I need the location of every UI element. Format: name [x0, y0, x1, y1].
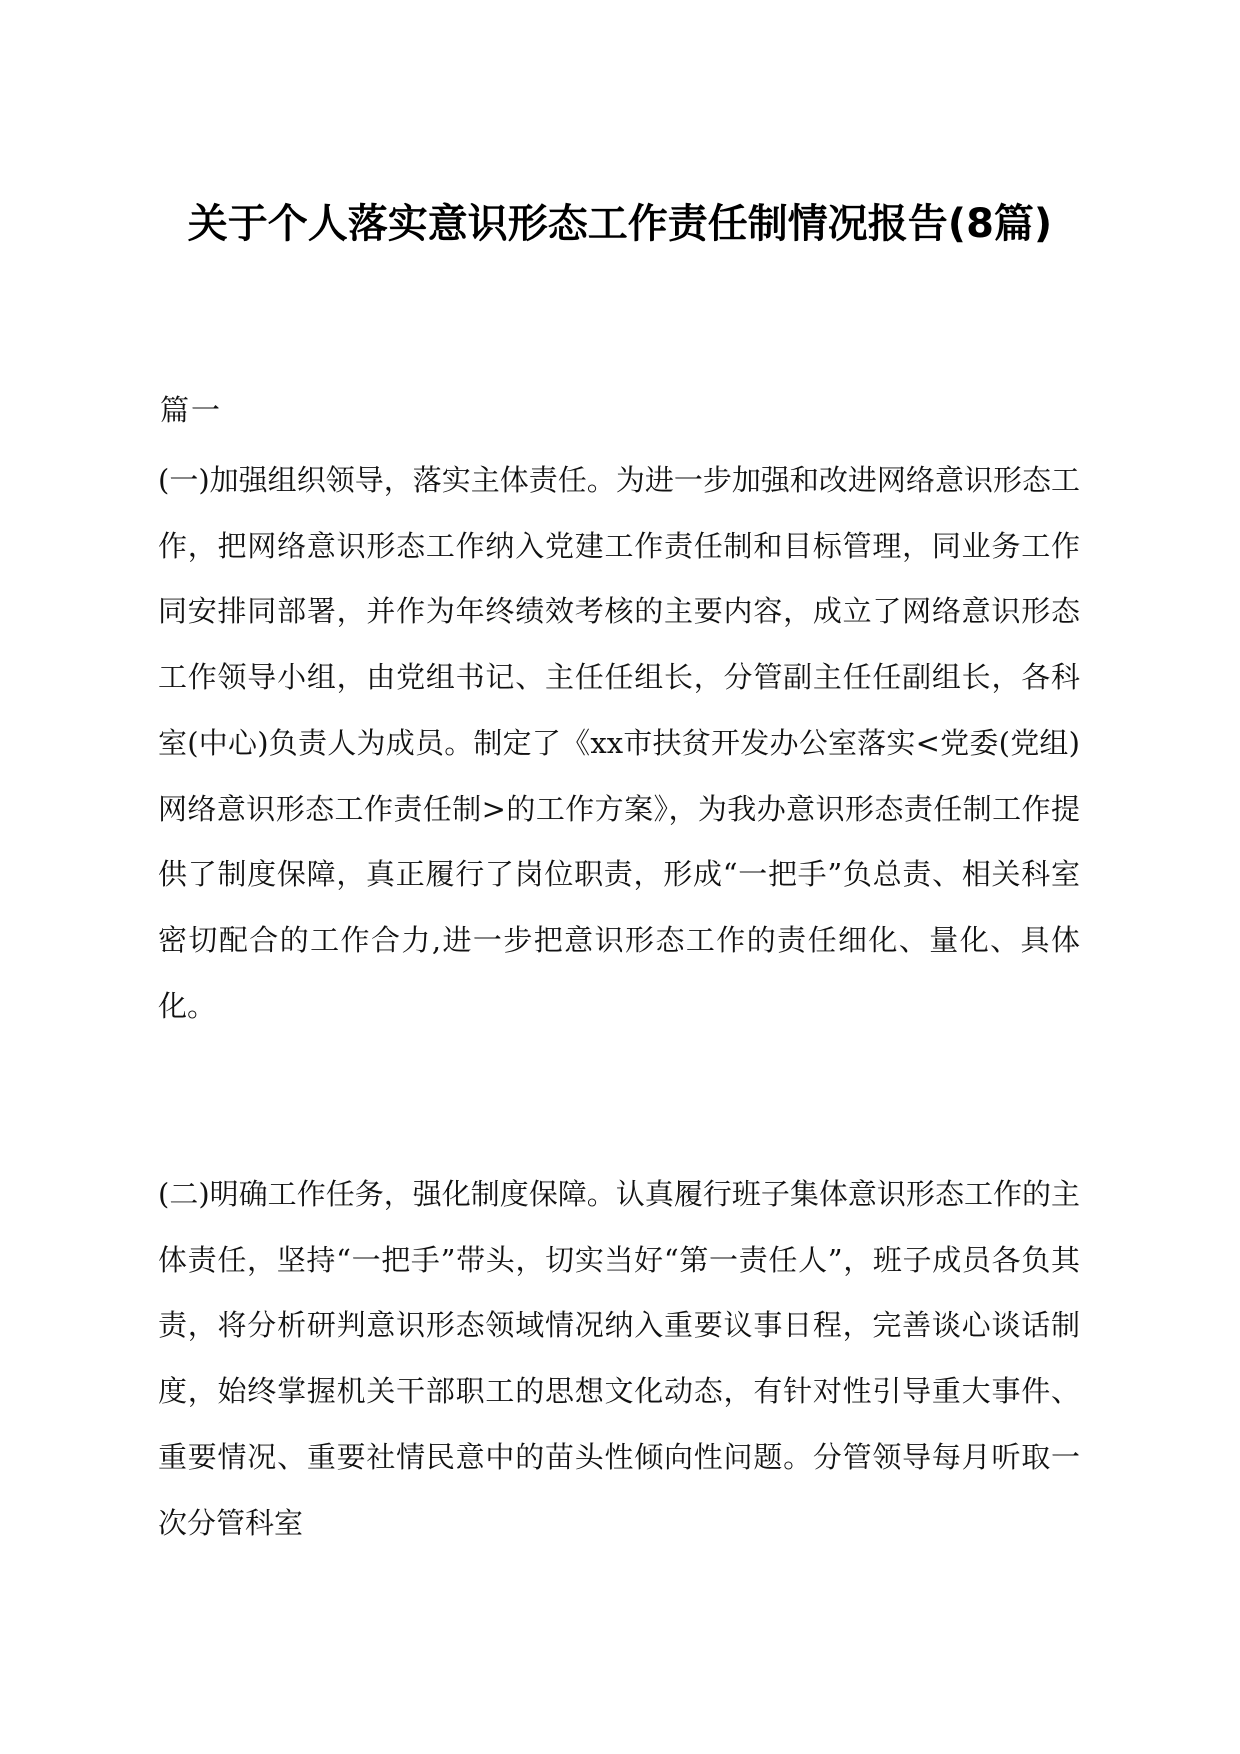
paragraph-2: (二)明确工作任务，强化制度保障。认真履行班子集体意识形态工作的主体责任，坚持“一把手”带头，切实当好“第一责任人”，班子成员各负其责，将分析研判意识形态领域情况纳入重要议事日程，完善谈心谈话制度，始终掌握机关干部职工的思想文化动态，有针对性引导重大事件、重要情况、重要社情民意中的苗头性倾向性问题。分管领导每月听取一次分管科室 [158, 1177, 1080, 1540]
document-title: 关于个人落实意识形态工作责任制情况报告(8篇) [187, 201, 1053, 247]
section-label: 篇一 [160, 393, 223, 427]
paragraph-1: (一)加强组织领导，落实主体责任。为进一步加强和改进网络意识形态工作，把网络意识形态工作纳入党建工作责任制和目标管理，同业务工作同安排同部署，并作为年终绩效考核的主要内容，成立了网络意识形态工作领导小组，由党组书记、主任任组长，分管副主任任副组长，各科室(中心)负责人为成员。制定了《xx市扶贫开发办公室落实<党委(党组)网络意识形态工作责任制>的工作方案》，为我办意识形态责任制工作提供了制度保障，真正履行了岗位职责，形成“一把手”负总责、相关科室密切配合的工作合力,进一步把意识形态工作的责任细化、量化、具体化。 [158, 463, 1080, 1023]
